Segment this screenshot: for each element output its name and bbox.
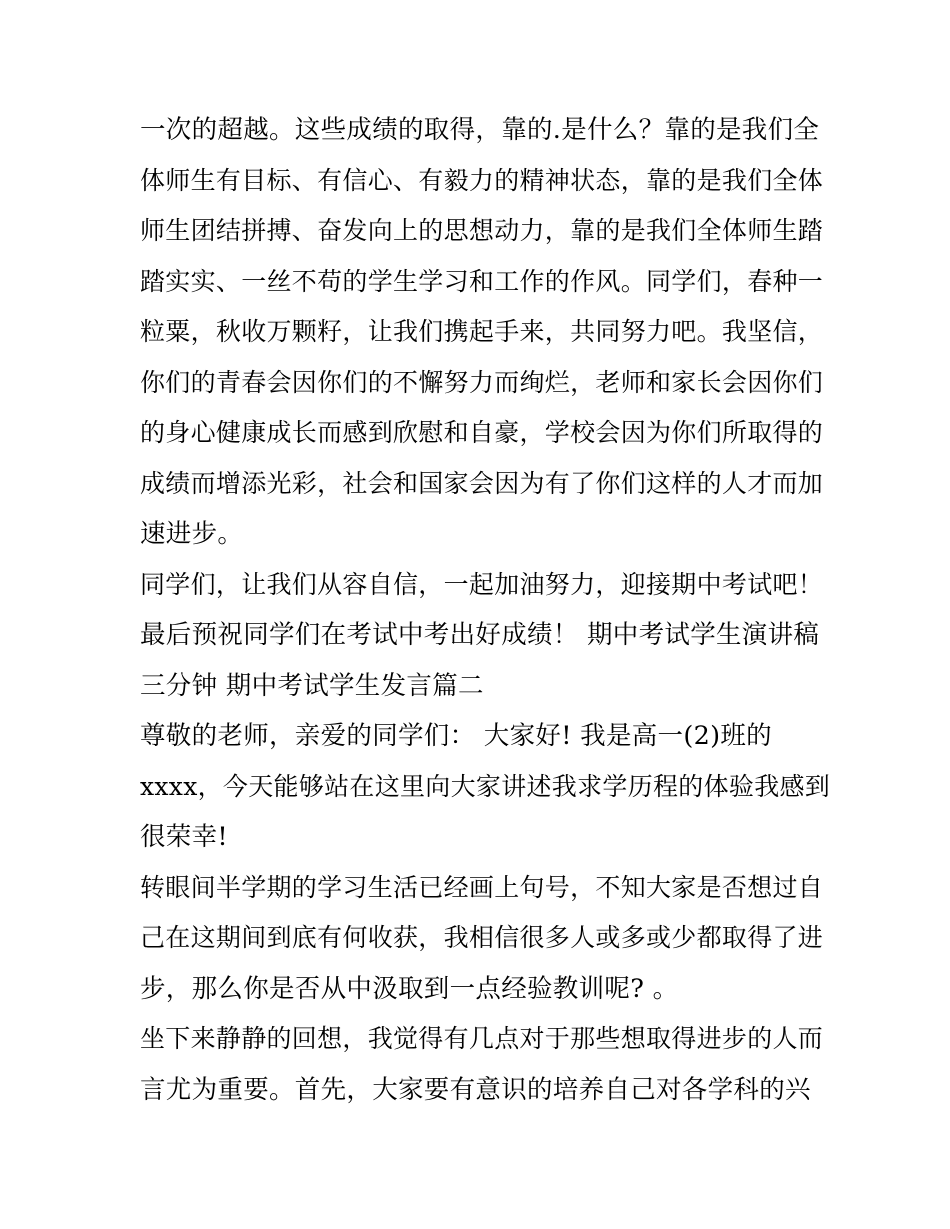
text-line: 转眼间半学期的学习生活已经画上句号，不知大家是否想过自 [140,873,824,902]
text-line: 坐下来静静的回想，我觉得有几点对于那些想取得进步的人而 [140,1024,824,1053]
text-line: 三分钟 期中考试学生发言篇二 [140,671,484,701]
text-line: 你们的青春会因你们的不懈努力而绚烂，老师和家长会因你们 [140,368,824,397]
text-line: 一次的超越。这些成绩的取得，靠的.是什么？靠的是我们全 [140,115,820,145]
text-line: 很荣幸! [140,822,228,852]
text-line: 言尤为重要。首先，大家要有意识的培养自己对各学科的兴 [140,1075,811,1105]
text-line: 同学们，让我们从容自信，一起加油努力，迎接期中考试吧！ [140,570,824,599]
text-line: 粒粟，秋收万颗籽，让我们携起手来，共同努力吧。我坚信， [140,317,824,346]
text-line: 尊敬的老师，亲爱的同学们： 大家好! 我是高一(2)班的 [140,721,772,751]
text-line: 步，那么你是否从中汲取到一点经验教训呢? 。 [140,974,679,1004]
text-line: xxxx，今天能够站在这里向大家讲述我求学历程的体验我感到 [140,772,831,801]
text-line: 踏实实、一丝不苟的学生学习和工作的作风。同学们，春种一 [140,267,824,296]
text-line: 速进步。 [140,519,244,549]
text-line: 成绩而增添光彩，社会和国家会因为有了你们这样的人才而加 [140,469,824,498]
text-line: 的身心健康成长而感到欣慰和自豪，学校会因为你们所取得的 [140,418,824,447]
text-line: 师生团结拼搏、奋发向上的思想动力，靠的是我们全体师生踏 [140,216,824,245]
text-line: 最后预祝同学们在考试中考出好成绩！ 期中考试学生演讲稿 [140,620,820,650]
text-line: 体师生有目标、有信心、有毅力的精神状态，靠的是我们全体 [140,166,824,195]
text-line: 己在这期间到底有何收获，我相信很多人或多或少都取得了进 [140,923,824,952]
